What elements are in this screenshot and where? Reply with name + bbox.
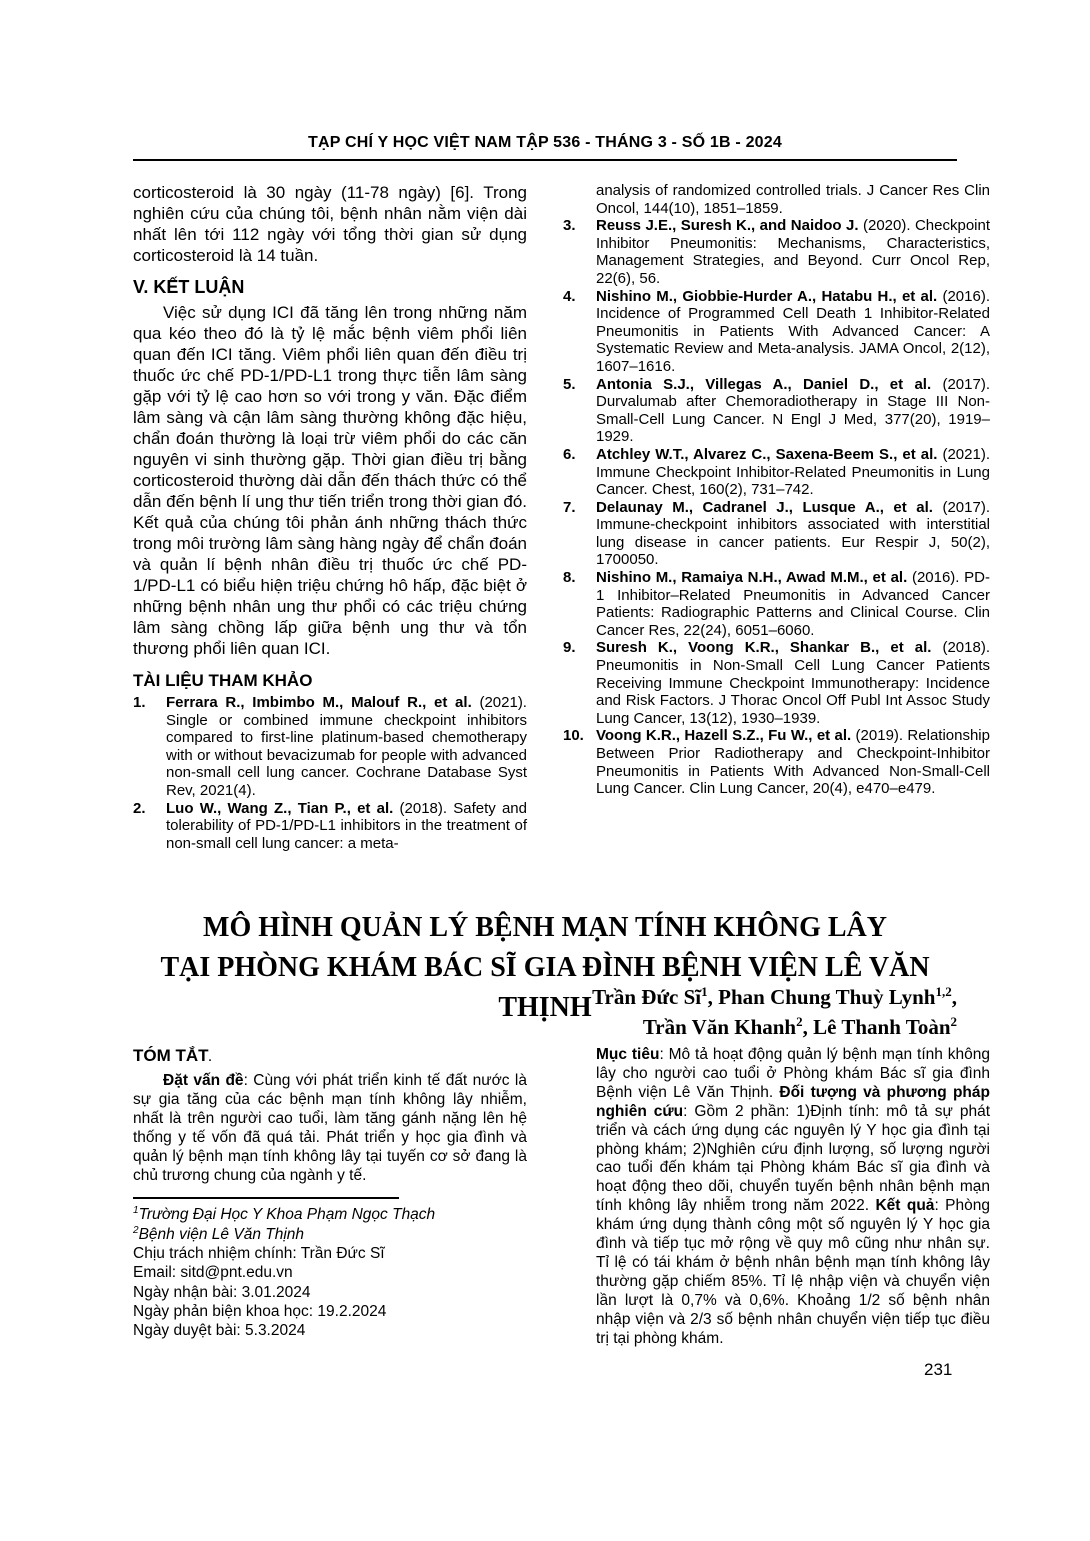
reference-item: 2. Luo W., Wang Z., Tian P., et al. (2018). Safety and tolerability of PD-1/PD-L1 inhibitors in the treatment of non-small cell lung cancer: a meta- — [133, 799, 527, 852]
conclusion-paragraph: Việc sử dụng ICI đã tăng lên trong những năm qua kéo theo đó là tỷ lệ mắc bệnh viêm phổi liên quan đến ICI tăng. Viêm phổi liên quan đến điều trị thuốc ức chế PD-1/PD-L1 trong thực tiễn lâm sàng gặp với tỷ lệ cao hơn so với trong y văn. Đặc điểm lâm sàng và cận lâm sàng thường không đặc hiệu, chẩn đoán thường là loại trừ viêm phổi do các căn nguyên vi sinh thường gặp. Thời gian điều trị bằng corticosteroid thường dài dẫn đến thách thức có thể dẫn đến bệnh lí ung thư tiến triển trong thời gian đó. Kết quả của chúng tôi phản ánh những thách thức trong môi trường lâm sàng hàng ngày để chẩn đoán và quản lí bệnh nhân điều trị thuốc ức chế PD-1/PD-L1 có biểu hiện triệu chứng hô hấp, đặc biệt ở những bệnh nhân ung thư phổi có các triệu chứng lâm sàng chồng lấp giữa bệnh ung thư và tổn thương phổi liên quan ICI. — [133, 303, 527, 658]
article2-authors — [133, 982, 957, 1042]
reference-item: 8. Nishino M., Ramaiya N.H., Awad M.M., et al. (2016). PD-1 Inhibitor–Related Pneumonitis in Advanced Cancer Patients: Radiographic Patterns and Clinical Course. Clin Cancer Res, 22(24), 6051–6060. — [563, 569, 990, 639]
affiliation-line: $^1$Trường Đại Học Y Khoa Phạm Ngọc Thạch — [133, 1205, 436, 1224]
reference-item: 1. Ferrara R., Imbimbo M., Malouf R., et al. (2021). Single or combined immune checkpoint inhibitors compared to first-line platinum-based chemotherapy with or without bevacizumab for people with advanced non-small cell lung cancer. Cochrane Database Syst Rev, 2021(4). — [133, 694, 527, 799]
footnote-divider — [133, 1197, 399, 1199]
footnote-line: Ngày nhận bài: 3.01.2024 — [133, 1283, 311, 1301]
footnote-line: Email: sitd@pnt.edu.vn — [133, 1264, 293, 1282]
footnote-line: Ngày duyệt bài: 5.3.2024 — [133, 1322, 306, 1340]
footnote-lines — [133, 1244, 527, 1340]
author-line: Trần Văn Khanh$^2$, Lê Thanh Toàn$^2$ — [642, 1014, 957, 1039]
journal-running-head: TẠP CHÍ Y HỌC VIỆT NAM TẬP 536 - THÁNG 3 - SỐ 1B - 2024 — [133, 134, 957, 161]
reference-item: 10. Voong K.R., Hazell S.Z., Fu W., et al. (2019). Relationship Between Prior Radiotherapy and Checkpoint-Inhibitor Pneumonitis in Patients With Advanced Non-Small-Cell Lung Cancer. Clin Lung Cancer, 20(4), e470–e479. — [563, 727, 990, 798]
article1-right-column — [563, 182, 990, 852]
reference-item: 3. Reuss J.E., Suresh K., and Naidoo J. (2020). Checkpoint Inhibitor Pneumonitis: Mechanisms, Characteristics, Management Strategies, and Beyond. Curr Oncol Rep, 22(6), 56. — [563, 217, 990, 287]
author-line: Trần Đức $Sĩ^1$, Phan Chung Thuỳ Lynh$^{1,2}$, — [592, 984, 957, 1009]
conclusion-heading: V. KẾT LUẬN — [133, 277, 245, 297]
article2-left-column — [133, 1046, 527, 1349]
article1-paragraph-continuation: corticosteroid là 30 ngày (11-78 ngày) [6]. Trong nghiên cứu của chúng tôi, bệnh nhân nằm viện dài nhất lên tới 112 ngày với tổng thời gian sử dụng corticosteroid là 14 tuần. — [133, 183, 527, 265]
abstract-body-paragraph: Mục tiêu: Mô tả hoạt động quản lý bệnh mạn tính không lây cho người cao tuổi ở Phòng khám Bác sĩ gia đình Bệnh viện Lê Văn Thịnh. Đối tượng và phương pháp nghiên cứu: Gồm 2 phần: 1)Định tính: mô tả sự phát triển và cách ứng dụng các nguyên lý Y học gia đình tại phòng khám; 2)Nghiên cứu định lượng, số lượng người cao tuổi đến khám tại Phòng khám Bác sĩ gia đình và hoạt động theo dõi, chuyển tuyến bệnh nhân bệnh mạn tính không lây nhiễm trong năm 2022. Kết quả: Phòng khám ứng dụng thành công một số nguyên lý Y học gia đình và tiếp tục mở rộng về quy mô cũng như nhân sự. Tỉ lệ có tái khám ở bệnh nhân bệnh mạn tính không lây thường gặp chiếm 85%. Tỉ lệ nhập viện và chuyển viện lần lượt là 0,7% và 0,6%. Khoảng 1/2 số bệnh nhân nhập viện và 2/3 số bệnh nhân chuyển viện tiếp tục điều trị tại phòng khám. — [596, 1046, 991, 1347]
footnote-line: Ngày phản biện khoa học: 19.2.2024 — [133, 1302, 387, 1320]
reference-continuation: analysis of randomized controlled trials. J Cancer Res Clin Oncol, 144(10), 1851–1859. — [596, 182, 990, 217]
footnote-line: Chịu trách nhiệm chính: Trần Đức Sĩ — [133, 1245, 385, 1263]
footnote-block — [133, 1205, 527, 1340]
reference-item: 5. Antonia S.J., Villegas A., Daniel D., et al. (2017). Durvalumab after Chemoradiotherapy in Stage III Non-Small-Cell Lung Cancer. N Engl J Med, 377(20), 1919–1929. — [563, 375, 990, 446]
article2-title-line2: TẠI PHÒNG KHÁM BÁC SĨ GIA ĐÌNH BỆNH VIỆN LÊ VĂN THỊNH — [160, 952, 930, 1023]
article2-columns — [133, 1046, 991, 1349]
reference-item: 4. Nishino M., Giobbie-Hurder A., Hatabu H., et al. (2016). Incidence of Programmed Cell Death 1 Inhibitor-Related Pneumonitis in Patients With Advanced Cancer: A Systematic Review and Meta-analysis. JAMA Oncol, 2(12), 1607–1616. — [563, 287, 990, 375]
abstract-heading: TÓM TẮT. — [133, 1046, 212, 1065]
page-number: 231 — [924, 1360, 953, 1379]
abstract-intro-paragraph: Đặt vấn đề: Cùng với phát triển kinh tế đất nước là sự gia tăng của các bệnh mạn tính không lây nhiễm, nhất là trên người cao tuổi, làm tăng gánh nặng lên hệ thống y tế vốn đã quá tải. Phát triển y học gia đình và quản lý bệnh mạn tính không lây tại tuyến cơ sở đang là chủ trương chung của ngành y tế. — [133, 1072, 527, 1184]
article1-left-column — [133, 182, 527, 852]
reference-item: 9. Suresh K., Voong K.R., Shankar B., et al. (2018). Pneumonitis in Non-Small Cell Lung Cancer Patients Receiving Immune Checkpoint Immunotherapy: Incidence and Risk Factors. J Thorac Oncol Off Publ Int Assoc Study Lung Cancer, 13(12), 1930–1939. — [563, 639, 990, 727]
article1-columns — [133, 182, 990, 852]
reference-item: 6. Atchley W.T., Alvarez C., Saxena-Beem S., et al. (2021). Immune Checkpoint Inhibitor-Related Pneumonitis in Lung Cancer. Chest, 160(2), 731–742. — [563, 445, 990, 499]
reference-item: 7. Delaunay M., Cadranel J., Lusque A., et al. (2017). Immune-checkpoint inhibitors associated with interstitial lung disease in cancer patients. Eur Respir J, 50(2), 1700050. — [563, 498, 990, 569]
article2-right-column — [596, 1046, 990, 1349]
references-list-left — [133, 694, 527, 852]
affiliation-line: $^2$Bệnh viện Lê Văn Thịnh — [133, 1224, 305, 1243]
references-heading: TÀI LIỆU THAM KHẢO — [133, 671, 313, 690]
footnote-affiliations — [133, 1205, 527, 1244]
references-list-right — [563, 217, 990, 798]
article2-title-line1: MÔ HÌNH QUẢN LÝ BỆNH MẠN TÍNH KHÔNG LÂY — [203, 912, 887, 943]
